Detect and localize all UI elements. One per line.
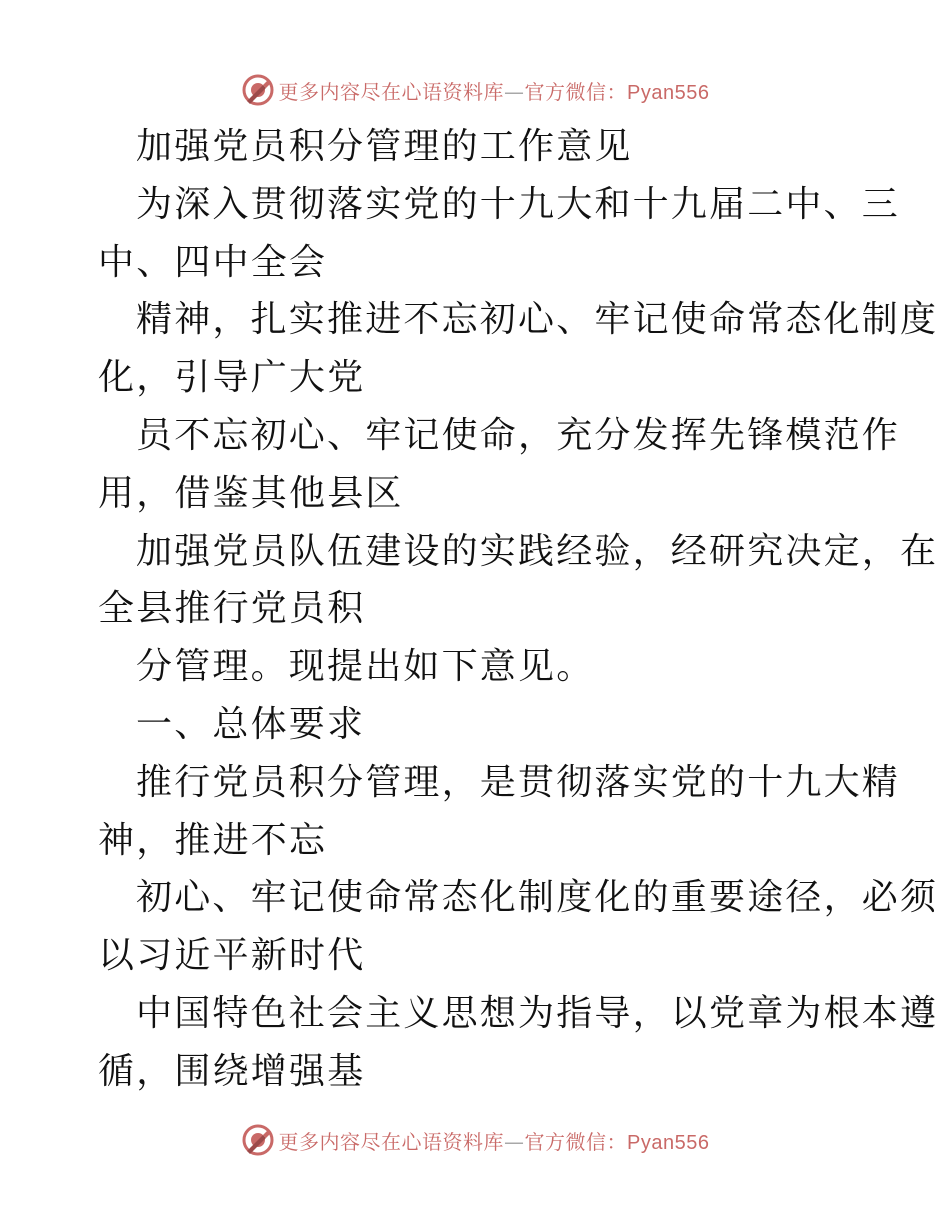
document-line: 分管理。现提出如下意见。 [136,646,595,688]
document-line: 推行党员积分管理，是贯彻落实党的十九大精 [136,761,901,803]
document-line: 精神，扎实推进不忘初心、牢记使命常态化制度 [136,299,939,341]
document-line: 加强党员积分管理的工作意见 [136,126,633,167]
watermark-text [279,1126,710,1155]
document-line: 一、总体要求 [136,703,366,745]
document-line: 初心、牢记使命常态化制度化的重要途径，必须 [136,877,939,919]
pen-logo-icon [241,1123,275,1157]
watermark-id: Pyan556 [627,1131,710,1154]
document-line: 加强党员队伍建设的实践经验，经研究决定，在 [136,530,939,572]
watermark-slogan: 更多内容尽在心语资料库 [278,1129,505,1154]
document-line: 全县推行党员积 [98,588,366,630]
pen-logo-icon [241,73,275,107]
document-line: 中、四中全会 [98,241,328,283]
document-line: 循，围绕增强基 [98,1050,366,1092]
watermark-dash: — [504,79,525,104]
document-line: 化，引导广大党 [98,357,366,399]
watermark-text [279,76,710,105]
watermark-header [0,70,950,110]
watermark-label: 官方微信： [524,79,628,104]
document-body [98,118,939,1101]
document-line: 用，借鉴其他县区 [98,472,404,514]
watermark-id: Pyan556 [627,81,710,104]
watermark-slogan: 更多内容尽在心语资料库 [278,79,505,104]
document-line: 神，推进不忘 [98,819,328,861]
document-line: 以习近平新时代 [98,935,366,977]
watermark-label: 官方微信： [524,1129,628,1154]
document-line: 员不忘初心、牢记使命，充分发挥先锋模范作 [136,414,901,456]
document-line: 为深入贯彻落实党的十九大和十九届二中、三 [136,183,901,225]
watermark-footer [0,1120,950,1160]
watermark-dash: — [504,1129,525,1154]
document-line: 中国特色社会主义思想为指导，以党章为根本遵 [136,992,939,1034]
